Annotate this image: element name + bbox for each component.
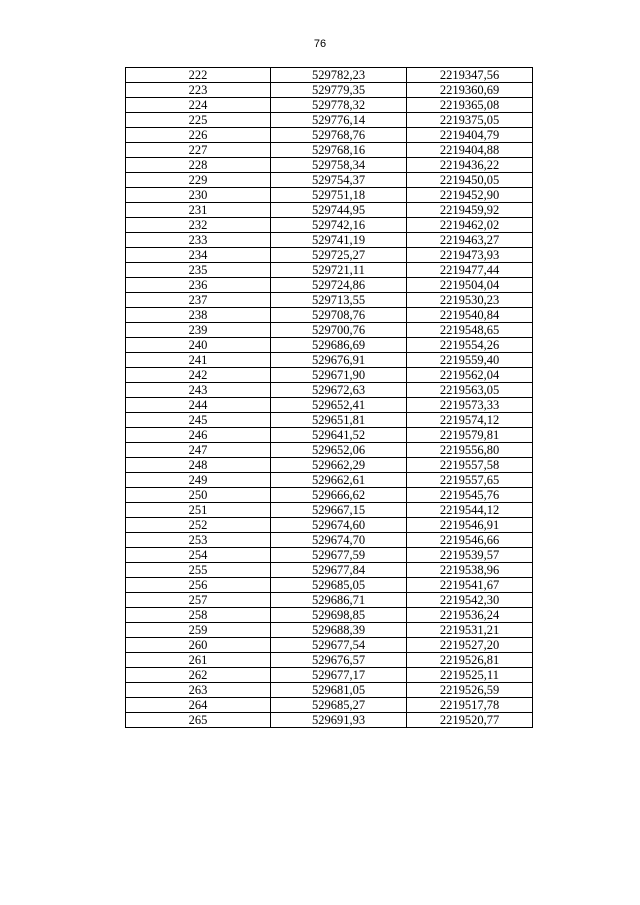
y-coordinate-cell: 2219541,67 bbox=[407, 578, 533, 593]
y-coordinate-cell: 2219557,65 bbox=[407, 473, 533, 488]
x-coordinate-cell: 529672,63 bbox=[271, 383, 407, 398]
table-row bbox=[126, 398, 533, 413]
point-number-cell: 254 bbox=[126, 548, 271, 563]
x-coordinate-cell: 529681,05 bbox=[271, 683, 407, 698]
point-number-cell: 255 bbox=[126, 563, 271, 578]
y-coordinate-cell: 2219554,26 bbox=[407, 338, 533, 353]
x-coordinate-cell: 529685,27 bbox=[271, 698, 407, 713]
point-number-cell: 222 bbox=[126, 68, 271, 83]
x-coordinate-cell: 529671,90 bbox=[271, 368, 407, 383]
y-coordinate-cell: 2219526,81 bbox=[407, 653, 533, 668]
x-coordinate-cell: 529677,84 bbox=[271, 563, 407, 578]
point-number-cell: 238 bbox=[126, 308, 271, 323]
x-coordinate-cell: 529778,32 bbox=[271, 98, 407, 113]
table-row bbox=[126, 368, 533, 383]
point-number-cell: 236 bbox=[126, 278, 271, 293]
x-coordinate-cell: 529666,62 bbox=[271, 488, 407, 503]
x-coordinate-cell: 529724,86 bbox=[271, 278, 407, 293]
point-number-cell: 263 bbox=[126, 683, 271, 698]
y-coordinate-cell: 2219542,30 bbox=[407, 593, 533, 608]
x-coordinate-cell: 529751,18 bbox=[271, 188, 407, 203]
x-coordinate-cell: 529782,23 bbox=[271, 68, 407, 83]
x-coordinate-cell: 529758,34 bbox=[271, 158, 407, 173]
point-number-cell: 233 bbox=[126, 233, 271, 248]
table-row bbox=[126, 293, 533, 308]
y-coordinate-cell: 2219375,05 bbox=[407, 113, 533, 128]
point-number-cell: 242 bbox=[126, 368, 271, 383]
point-number-cell: 235 bbox=[126, 263, 271, 278]
table-row bbox=[126, 533, 533, 548]
x-coordinate-cell: 529652,06 bbox=[271, 443, 407, 458]
y-coordinate-cell: 2219404,88 bbox=[407, 143, 533, 158]
x-coordinate-cell: 529677,59 bbox=[271, 548, 407, 563]
point-number-cell: 244 bbox=[126, 398, 271, 413]
x-coordinate-cell: 529641,52 bbox=[271, 428, 407, 443]
y-coordinate-cell: 2219347,56 bbox=[407, 68, 533, 83]
point-number-cell: 259 bbox=[126, 623, 271, 638]
point-number-cell: 253 bbox=[126, 533, 271, 548]
point-number-cell: 240 bbox=[126, 338, 271, 353]
y-coordinate-cell: 2219562,04 bbox=[407, 368, 533, 383]
table-row bbox=[126, 563, 533, 578]
table-row bbox=[126, 578, 533, 593]
y-coordinate-cell: 2219539,57 bbox=[407, 548, 533, 563]
table-row bbox=[126, 248, 533, 263]
table-row bbox=[126, 443, 533, 458]
table-row bbox=[126, 458, 533, 473]
table-row bbox=[126, 548, 533, 563]
point-number-cell: 257 bbox=[126, 593, 271, 608]
point-number-cell: 260 bbox=[126, 638, 271, 653]
y-coordinate-cell: 2219536,24 bbox=[407, 608, 533, 623]
x-coordinate-cell: 529652,41 bbox=[271, 398, 407, 413]
point-number-cell: 250 bbox=[126, 488, 271, 503]
y-coordinate-cell: 2219462,02 bbox=[407, 218, 533, 233]
table-row bbox=[126, 473, 533, 488]
table-row bbox=[126, 683, 533, 698]
point-number-cell: 223 bbox=[126, 83, 271, 98]
table-row bbox=[126, 188, 533, 203]
x-coordinate-cell: 529677,17 bbox=[271, 668, 407, 683]
point-number-cell: 237 bbox=[126, 293, 271, 308]
x-coordinate-cell: 529741,19 bbox=[271, 233, 407, 248]
coordinates-table-body bbox=[126, 68, 533, 728]
x-coordinate-cell: 529686,69 bbox=[271, 338, 407, 353]
table-row bbox=[126, 113, 533, 128]
point-number-cell: 231 bbox=[126, 203, 271, 218]
point-number-cell: 264 bbox=[126, 698, 271, 713]
y-coordinate-cell: 2219544,12 bbox=[407, 503, 533, 518]
y-coordinate-cell: 2219525,11 bbox=[407, 668, 533, 683]
y-coordinate-cell: 2219559,40 bbox=[407, 353, 533, 368]
point-number-cell: 229 bbox=[126, 173, 271, 188]
x-coordinate-cell: 529691,93 bbox=[271, 713, 407, 728]
point-number-cell: 262 bbox=[126, 668, 271, 683]
x-coordinate-cell: 529768,16 bbox=[271, 143, 407, 158]
point-number-cell: 224 bbox=[126, 98, 271, 113]
y-coordinate-cell: 2219546,91 bbox=[407, 518, 533, 533]
y-coordinate-cell: 2219530,23 bbox=[407, 293, 533, 308]
table-row bbox=[126, 713, 533, 728]
y-coordinate-cell: 2219574,12 bbox=[407, 413, 533, 428]
y-coordinate-cell: 2219548,65 bbox=[407, 323, 533, 338]
x-coordinate-cell: 529685,05 bbox=[271, 578, 407, 593]
y-coordinate-cell: 2219556,80 bbox=[407, 443, 533, 458]
table-row bbox=[126, 428, 533, 443]
table-row bbox=[126, 638, 533, 653]
table-row bbox=[126, 518, 533, 533]
table-row bbox=[126, 98, 533, 113]
x-coordinate-cell: 529754,37 bbox=[271, 173, 407, 188]
y-coordinate-cell: 2219546,66 bbox=[407, 533, 533, 548]
point-number-cell: 245 bbox=[126, 413, 271, 428]
x-coordinate-cell: 529674,70 bbox=[271, 533, 407, 548]
table-row bbox=[126, 128, 533, 143]
y-coordinate-cell: 2219563,05 bbox=[407, 383, 533, 398]
x-coordinate-cell: 529677,54 bbox=[271, 638, 407, 653]
table-row bbox=[126, 338, 533, 353]
y-coordinate-cell: 2219504,04 bbox=[407, 278, 533, 293]
point-number-cell: 230 bbox=[126, 188, 271, 203]
x-coordinate-cell: 529651,81 bbox=[271, 413, 407, 428]
point-number-cell: 265 bbox=[126, 713, 271, 728]
y-coordinate-cell: 2219527,20 bbox=[407, 638, 533, 653]
table-row bbox=[126, 83, 533, 98]
table-row bbox=[126, 383, 533, 398]
x-coordinate-cell: 529708,76 bbox=[271, 308, 407, 323]
y-coordinate-cell: 2219360,69 bbox=[407, 83, 533, 98]
point-number-cell: 227 bbox=[126, 143, 271, 158]
y-coordinate-cell: 2219520,77 bbox=[407, 713, 533, 728]
y-coordinate-cell: 2219436,22 bbox=[407, 158, 533, 173]
point-number-cell: 226 bbox=[126, 128, 271, 143]
y-coordinate-cell: 2219477,44 bbox=[407, 263, 533, 278]
x-coordinate-cell: 529662,61 bbox=[271, 473, 407, 488]
x-coordinate-cell: 529662,29 bbox=[271, 458, 407, 473]
x-coordinate-cell: 529700,76 bbox=[271, 323, 407, 338]
table-row bbox=[126, 653, 533, 668]
table-row bbox=[126, 143, 533, 158]
table-row bbox=[126, 353, 533, 368]
x-coordinate-cell: 529676,57 bbox=[271, 653, 407, 668]
point-number-cell: 246 bbox=[126, 428, 271, 443]
x-coordinate-cell: 529676,91 bbox=[271, 353, 407, 368]
x-coordinate-cell: 529725,27 bbox=[271, 248, 407, 263]
point-number-cell: 239 bbox=[126, 323, 271, 338]
table-row bbox=[126, 68, 533, 83]
y-coordinate-cell: 2219531,21 bbox=[407, 623, 533, 638]
point-number-cell: 243 bbox=[126, 383, 271, 398]
table-row bbox=[126, 608, 533, 623]
y-coordinate-cell: 2219459,92 bbox=[407, 203, 533, 218]
y-coordinate-cell: 2219404,79 bbox=[407, 128, 533, 143]
point-number-cell: 247 bbox=[126, 443, 271, 458]
table-row bbox=[126, 263, 533, 278]
point-number-cell: 241 bbox=[126, 353, 271, 368]
table-row bbox=[126, 203, 533, 218]
y-coordinate-cell: 2219450,05 bbox=[407, 173, 533, 188]
table-row bbox=[126, 308, 533, 323]
y-coordinate-cell: 2219579,81 bbox=[407, 428, 533, 443]
table-row bbox=[126, 623, 533, 638]
y-coordinate-cell: 2219526,59 bbox=[407, 683, 533, 698]
point-number-cell: 251 bbox=[126, 503, 271, 518]
x-coordinate-cell: 529667,15 bbox=[271, 503, 407, 518]
y-coordinate-cell: 2219540,84 bbox=[407, 308, 533, 323]
table-row bbox=[126, 488, 533, 503]
table-row bbox=[126, 503, 533, 518]
point-number-cell: 261 bbox=[126, 653, 271, 668]
y-coordinate-cell: 2219473,93 bbox=[407, 248, 533, 263]
table-row bbox=[126, 668, 533, 683]
table-row bbox=[126, 323, 533, 338]
x-coordinate-cell: 529713,55 bbox=[271, 293, 407, 308]
table-row bbox=[126, 593, 533, 608]
y-coordinate-cell: 2219463,27 bbox=[407, 233, 533, 248]
point-number-cell: 228 bbox=[126, 158, 271, 173]
point-number-cell: 252 bbox=[126, 518, 271, 533]
point-number-cell: 225 bbox=[126, 113, 271, 128]
table-row bbox=[126, 413, 533, 428]
table-row bbox=[126, 173, 533, 188]
y-coordinate-cell: 2219545,76 bbox=[407, 488, 533, 503]
point-number-cell: 234 bbox=[126, 248, 271, 263]
x-coordinate-cell: 529744,95 bbox=[271, 203, 407, 218]
x-coordinate-cell: 529768,76 bbox=[271, 128, 407, 143]
table-row bbox=[126, 278, 533, 293]
point-number-cell: 248 bbox=[126, 458, 271, 473]
x-coordinate-cell: 529698,85 bbox=[271, 608, 407, 623]
point-number-cell: 258 bbox=[126, 608, 271, 623]
y-coordinate-cell: 2219452,90 bbox=[407, 188, 533, 203]
table-row bbox=[126, 698, 533, 713]
x-coordinate-cell: 529742,16 bbox=[271, 218, 407, 233]
point-number-cell: 249 bbox=[126, 473, 271, 488]
table-row bbox=[126, 158, 533, 173]
x-coordinate-cell: 529779,35 bbox=[271, 83, 407, 98]
y-coordinate-cell: 2219573,33 bbox=[407, 398, 533, 413]
x-coordinate-cell: 529674,60 bbox=[271, 518, 407, 533]
y-coordinate-cell: 2219538,96 bbox=[407, 563, 533, 578]
y-coordinate-cell: 2219517,78 bbox=[407, 698, 533, 713]
coordinates-table bbox=[125, 67, 533, 728]
table-row bbox=[126, 218, 533, 233]
point-number-cell: 256 bbox=[126, 578, 271, 593]
page-number: 76 bbox=[313, 38, 327, 50]
y-coordinate-cell: 2219365,08 bbox=[407, 98, 533, 113]
table-row bbox=[126, 233, 533, 248]
x-coordinate-cell: 529688,39 bbox=[271, 623, 407, 638]
x-coordinate-cell: 529721,11 bbox=[271, 263, 407, 278]
y-coordinate-cell: 2219557,58 bbox=[407, 458, 533, 473]
x-coordinate-cell: 529686,71 bbox=[271, 593, 407, 608]
x-coordinate-cell: 529776,14 bbox=[271, 113, 407, 128]
point-number-cell: 232 bbox=[126, 218, 271, 233]
